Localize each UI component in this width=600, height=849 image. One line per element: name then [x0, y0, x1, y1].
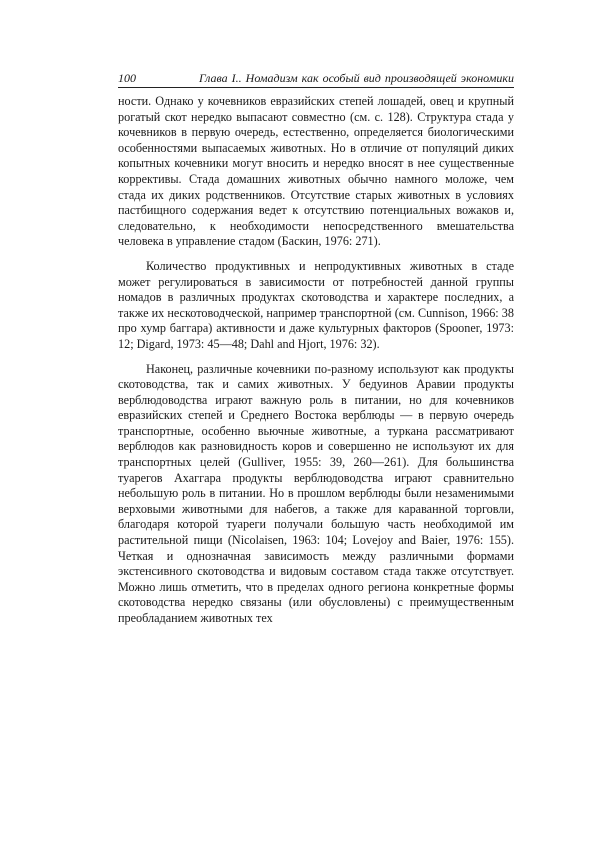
page-number: 100	[118, 71, 136, 85]
paragraph: Наконец, различные кочевники по-разному используют как продукты скотоводства, так и самих животных. У бедуинов Аравии продукты верблюдоводства играют важную роль в питании, но для кочевников евразийских степей и Среднего Востока верблюды — в первую очередь транспортные, особенно вьючные животные, а туркана рассматривают верблюдов как разновидность коров и совершенно не используют их для транспортных целей (Gulliver, 1955: 39, 260—261). Для большинства туарегов Ахаггара продукты верблюдоводства играют сравнительно небольшую роль в питании. Но в прошлом верблюды были незаменимыми верховыми животными для набегов, а также для караванной торговли, благодаря которой туареги получали большую часть необходимой им растительной пищи (Nicolaisen, 1963: 104; Lovejoy and Baier, 1976: 155). Четкая и однозначная зависимость между различными формами экстенсивного скотоводства и видовым составом стада также отсутствует. Можно лишь отметить, что в пределах одного региона конкретные формы скотоводства нередко связаны (или обусловлены) с преимущественным преобладанием животных тех	[118, 361, 514, 625]
paragraph: Количество продуктивных и непродуктивных животных в стаде может регулироваться в зависимости от потребностей данной группы номадов в различных продуктах скотоводства и характере последних, а также их нескотоводческой, например транспортной (см. Cunnison, 1966: 38 про хумр баггара) активности и даже культурных факторов (Spooner, 1973: 12; Digard, 1973: 45—48; Dahl and Hjort, 1976: 32).	[118, 258, 514, 351]
page-header	[118, 71, 514, 88]
body-text	[118, 94, 514, 627]
paragraph: ности. Однако у кочевников евразийских степей лошадей, овец и крупный рогатый скот нередко выпасают совместно (см. с. 128). Структура стада у кочевников в первую очередь, естественно, определяется биологическими особенностями выпасаемых животных. Но в отличие от популяций диких копытных кочевники могут вносить и нередко вносят в нее существенные коррективы. Стада домашних животных обычно намного моложе, чем стада их диких родственников. Отсутствие старых животных в условиях пастбищного содержания ведет к отсутствию потенциальных вожаков и, следовательно, к необходимости непосредственного вмешательства человека в управление стадом (Баскин, 1976: 271).	[118, 94, 514, 249]
running-title: Глава I.. Номадизм как особый вид производящей экономики	[198, 71, 514, 85]
